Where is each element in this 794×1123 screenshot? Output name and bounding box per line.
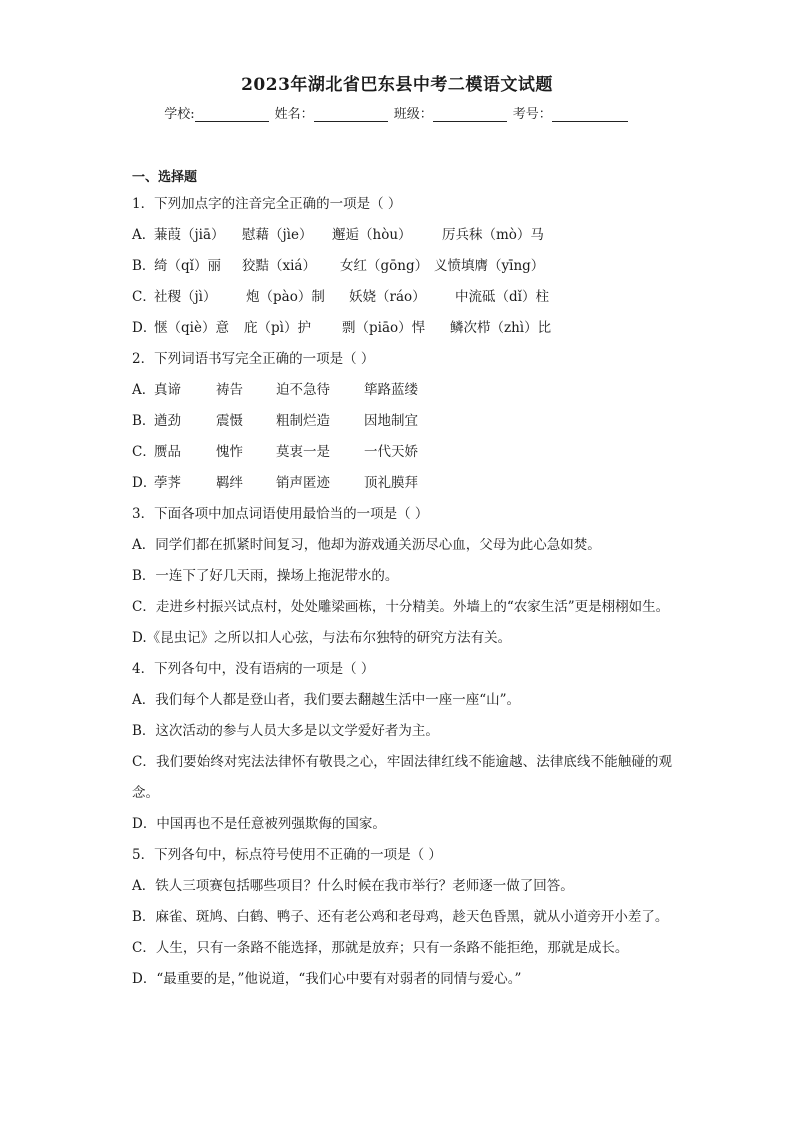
option-word: 鳞次栉（zhì）比	[450, 320, 552, 336]
school-label: 学校:	[164, 107, 195, 122]
option-word: 一代天娇	[364, 444, 418, 460]
name-blank[interactable]	[314, 107, 388, 122]
option-word: 遒劲	[154, 413, 181, 429]
school-field	[164, 103, 270, 122]
question-2-stem: 2．下列词语书写完全正确的一项是（ ）	[132, 351, 375, 367]
q1-option-a	[132, 220, 672, 251]
option-label: C．	[132, 289, 156, 305]
option-word: 惬（qiè）意	[154, 320, 229, 336]
option-label: A．	[132, 227, 156, 243]
q2-option-a	[132, 375, 672, 406]
school-blank[interactable]	[195, 107, 269, 122]
option-word: 剽（piāo）悍	[342, 320, 426, 336]
q1-option-b	[132, 251, 672, 282]
q1-option-d	[132, 313, 672, 344]
option-word: 真谛	[154, 382, 181, 398]
exam-number-blank[interactable]	[552, 107, 628, 122]
q4-option-d: D．中国再也不是任意被列强欺侮的国家。	[132, 816, 386, 832]
exam-number-field	[513, 103, 630, 122]
student-info-line	[0, 103, 794, 122]
option-word: 震慑	[216, 413, 243, 429]
q3-option-a: A．同学们都在抓紧时间复习，他却为游戏通关沥尽心血，父母为此心急如焚。	[132, 537, 601, 553]
q4-option-c: C．我们要始终对宪法法律怀有敬畏之心，牢固法律红线不能逾越、法律底线不能触碰的观念。	[132, 754, 672, 801]
option-word: 女红（gōng）	[340, 258, 429, 274]
q3-option-b: B．一连下了好几天雨，操场上拖泥带水的。	[132, 568, 399, 584]
option-word: 妖娆（ráo）	[349, 289, 426, 305]
option-word: 顶礼膜拜	[364, 475, 418, 491]
option-word: 粗制烂造	[276, 413, 330, 429]
option-word: 迫不急待	[276, 382, 330, 398]
question-1-stem: 1．下列加点字的注音完全正确的一项是（ ）	[132, 196, 402, 212]
option-word: 因地制宜	[364, 413, 418, 429]
option-word: 羁绊	[216, 475, 243, 491]
option-word: 赝品	[154, 444, 181, 460]
q4-option-b: B．这次活动的参与人员大多是以文学爱好者为主。	[132, 723, 439, 739]
question-5-stem: 5．下列各句中，标点符号使用不正确的一项是（ ）	[132, 847, 442, 863]
option-word: 莫衷一是	[276, 444, 330, 460]
q5-option-a: A．铁人三项赛包括哪些项目？什么时候在我市举行？老师逐一做了回答。	[132, 878, 574, 894]
option-word: 义愤填膺（yīng）	[434, 258, 545, 274]
option-word: 筚路蓝缕	[364, 382, 418, 398]
section-title: 一、选择题	[132, 170, 198, 185]
option-label: D．	[132, 475, 157, 491]
q5-option-b: B．麻雀、斑鸠、白鹤、鸭子、还有老公鸡和老母鸡，趁天色昏黑，就从小道旁开小差了。	[132, 909, 669, 925]
question-4-stem: 4．下列各句中，没有语病的一项是（ ）	[132, 661, 375, 677]
option-word: 绮（qǐ）丽	[154, 258, 221, 274]
q4-option-a: A．我们每个人都是登山者，我们要去翻越生活中一座一座“山”。	[132, 692, 521, 708]
q5-option-c: C．人生，只有一条路不能选择，那就是放弃；只有一条路不能拒绝，那就是成长。	[132, 940, 629, 956]
option-word: 慰藉（jìe）	[242, 227, 313, 243]
question-3-stem: 3．下面各项中加点词语使用最恰当的一项是（ ）	[132, 506, 429, 522]
option-word: 庇（pì）护	[244, 320, 311, 336]
page-title: 2023年湖北省巴东县中考二模语文试题	[241, 75, 553, 95]
q2-option-b	[132, 406, 672, 437]
exam-number-label: 考号：	[512, 107, 552, 122]
option-label: B．	[132, 258, 156, 274]
option-label: D．	[132, 320, 157, 336]
option-word: 中流砥（dǐ）柱	[455, 289, 549, 305]
class-label: 班级：	[393, 107, 433, 122]
option-label: C．	[132, 444, 156, 460]
option-word: 荸荠	[154, 475, 181, 491]
q5-option-d: D．“最重要的是，”他说道，“我们心中要有对弱者的同情与爱心。”	[132, 971, 522, 987]
q2-option-c	[132, 437, 672, 468]
option-label: A．	[132, 382, 156, 398]
questions	[132, 189, 672, 995]
q3-option-d: D.《昆虫记》之所以扣人心弦，与法布尔独特的研究方法有关。	[132, 630, 512, 646]
option-word: 邂逅（hòu）	[332, 227, 412, 243]
option-word: 炮（pào）制	[246, 289, 325, 305]
option-word: 销声匿迹	[276, 475, 330, 491]
class-blank[interactable]	[433, 107, 507, 122]
option-word: 社稷（jì）	[154, 289, 217, 305]
option-word: 狡黠（xiá）	[242, 258, 316, 274]
name-label: 姓名：	[274, 107, 314, 122]
q1-option-c	[132, 282, 672, 313]
name-field	[275, 103, 390, 122]
option-word: 愧怍	[216, 444, 243, 460]
option-word: 蒹葭（jiā）	[154, 227, 225, 243]
option-word: 祷告	[216, 382, 243, 398]
class-field	[394, 103, 509, 122]
q2-option-d	[132, 468, 672, 499]
q3-option-c: C．走进乡村振兴试点村，处处雕梁画栋，十分精美。外墙上的“农家生活”更是栩栩如生。	[132, 599, 670, 615]
option-label: B．	[132, 413, 156, 429]
option-word: 厉兵秣（mò）马	[442, 227, 544, 243]
